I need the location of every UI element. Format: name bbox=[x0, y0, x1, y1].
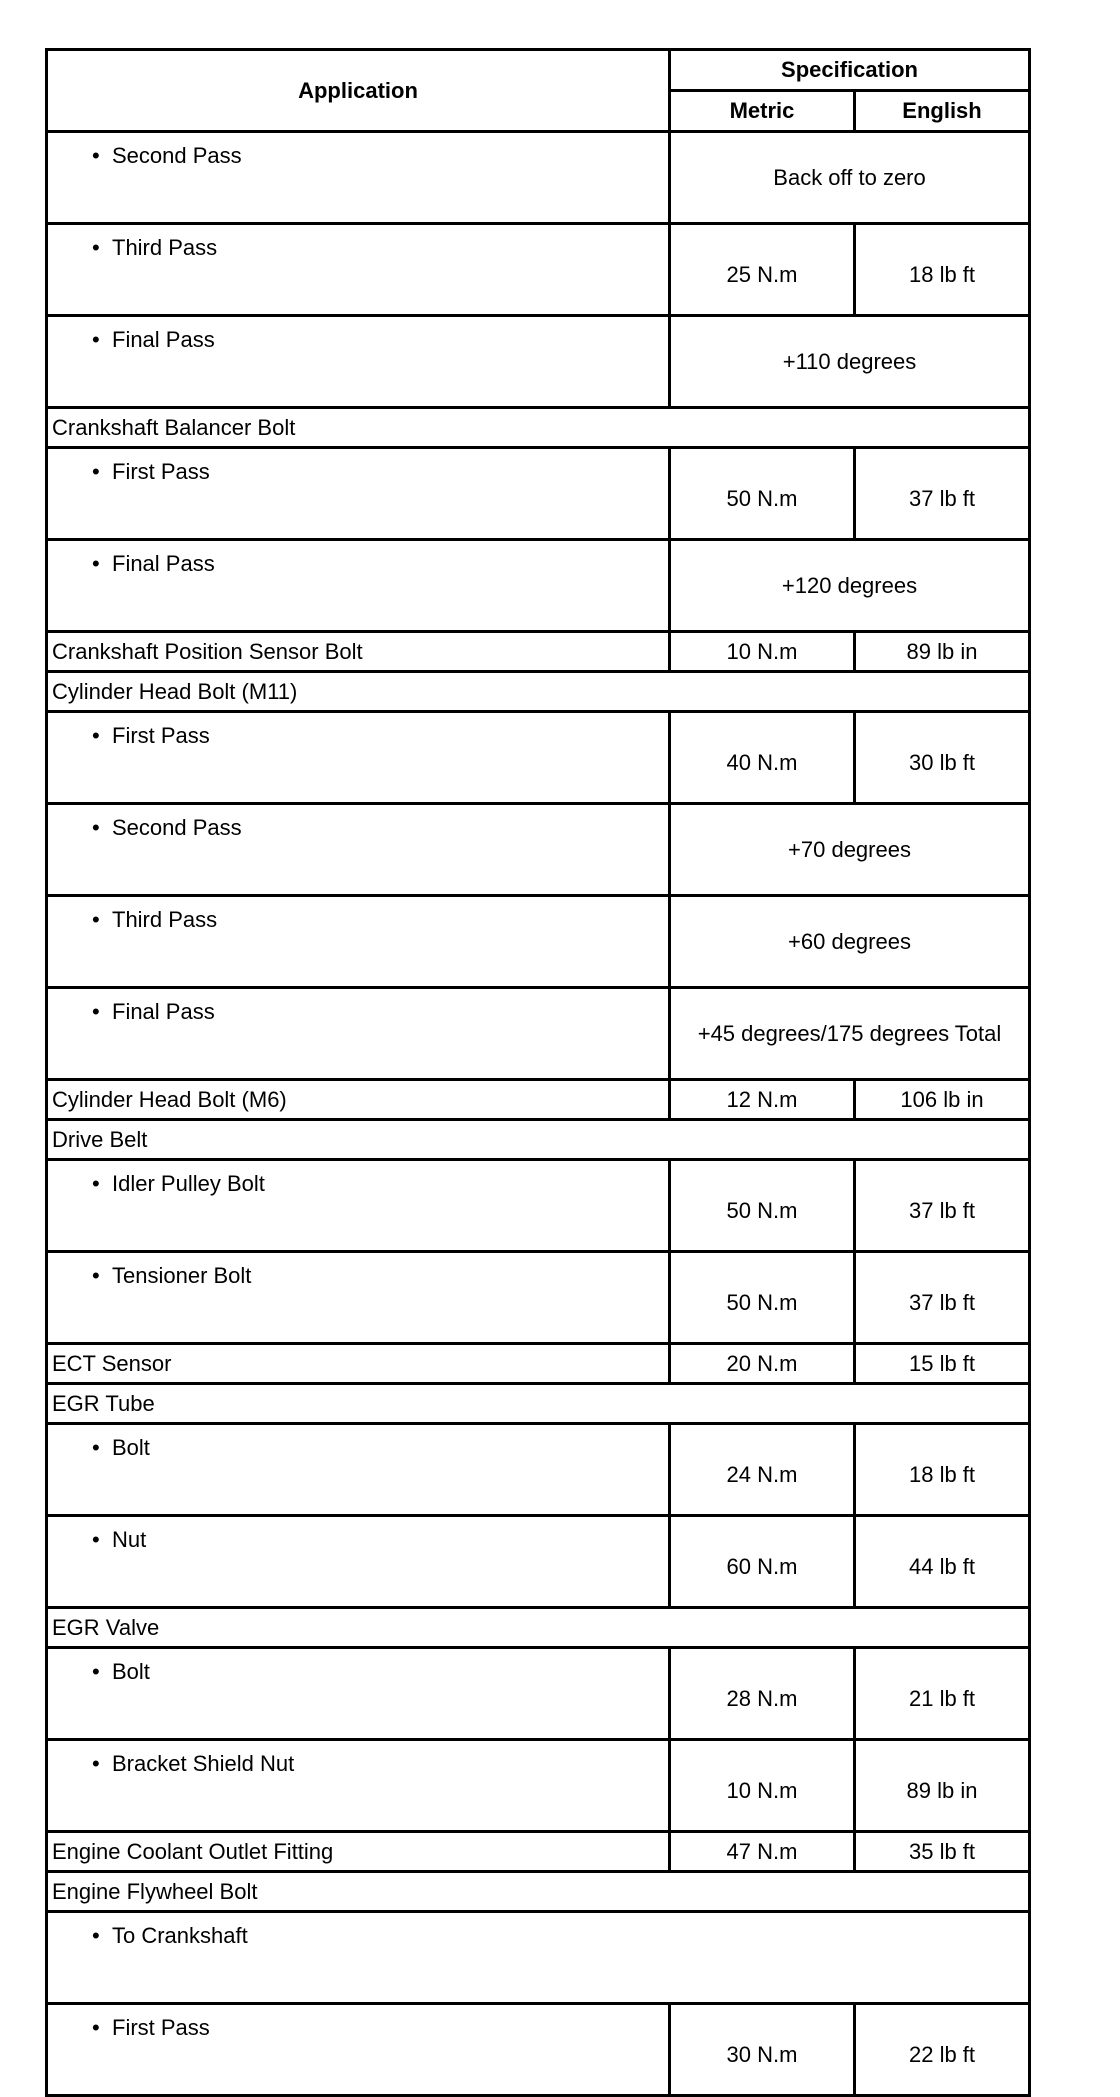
bullet-icon: • bbox=[92, 1263, 100, 1288]
metric-cell: 10 N.m bbox=[670, 1740, 855, 1832]
application-cell bbox=[47, 448, 670, 540]
metric-cell: 20 N.m bbox=[670, 1344, 855, 1384]
table-row bbox=[47, 804, 1030, 896]
group-label: Cylinder Head Bolt (M11) bbox=[47, 672, 1030, 712]
application-label: First Pass bbox=[112, 2015, 210, 2040]
table-row bbox=[47, 1424, 1030, 1516]
table-row bbox=[47, 408, 1030, 448]
torque-specification-table bbox=[45, 48, 1031, 2097]
table-row bbox=[47, 1160, 1030, 1252]
application-label: Bracket Shield Nut bbox=[112, 1751, 295, 1776]
application-cell: Cylinder Head Bolt (M6) bbox=[47, 1080, 670, 1120]
application-cell bbox=[47, 1740, 670, 1832]
application-cell: Crankshaft Position Sensor Bolt bbox=[47, 632, 670, 672]
metric-cell: 50 N.m bbox=[670, 1160, 855, 1252]
specification-header: Specification bbox=[670, 50, 1030, 91]
application-label: Bolt bbox=[112, 1659, 150, 1684]
table-row bbox=[47, 540, 1030, 632]
bullet-icon: • bbox=[92, 1751, 100, 1776]
application-cell: ECT Sensor bbox=[47, 1344, 670, 1384]
combined-spec-cell: +70 degrees bbox=[670, 804, 1030, 896]
combined-spec-cell: +120 degrees bbox=[670, 540, 1030, 632]
application-label: Second Pass bbox=[112, 815, 242, 840]
table-body bbox=[47, 132, 1030, 2096]
english-cell: 15 lb ft bbox=[855, 1344, 1030, 1384]
table-row bbox=[47, 1120, 1030, 1160]
bullet-icon: • bbox=[92, 815, 100, 840]
application-label: First Pass bbox=[112, 723, 210, 748]
group-label: Engine Flywheel Bolt bbox=[47, 1872, 1030, 1912]
application-cell bbox=[47, 712, 670, 804]
application-label: First Pass bbox=[112, 459, 210, 484]
metric-cell: 12 N.m bbox=[670, 1080, 855, 1120]
metric-cell: 25 N.m bbox=[670, 224, 855, 316]
table-row bbox=[47, 1080, 1030, 1120]
metric-cell: 24 N.m bbox=[670, 1424, 855, 1516]
application-label: Tensioner Bolt bbox=[112, 1263, 252, 1288]
metric-cell: 47 N.m bbox=[670, 1832, 855, 1872]
combined-spec-cell: Back off to zero bbox=[670, 132, 1030, 224]
table-row bbox=[47, 632, 1030, 672]
bullet-icon: • bbox=[92, 327, 100, 352]
application-cell bbox=[47, 1648, 670, 1740]
application-cell bbox=[47, 316, 670, 408]
application-cell bbox=[47, 804, 670, 896]
table-row bbox=[47, 1648, 1030, 1740]
application-cell bbox=[47, 1424, 670, 1516]
english-cell: 106 lb in bbox=[855, 1080, 1030, 1120]
bullet-icon: • bbox=[92, 143, 100, 168]
application-label: Final Pass bbox=[112, 999, 215, 1024]
bullet-icon: • bbox=[92, 2015, 100, 2040]
table-row bbox=[47, 672, 1030, 712]
table-row bbox=[47, 1608, 1030, 1648]
application-cell: Engine Coolant Outlet Fitting bbox=[47, 1832, 670, 1872]
application-cell bbox=[47, 896, 670, 988]
application-cell bbox=[47, 132, 670, 224]
english-cell: 37 lb ft bbox=[855, 1252, 1030, 1344]
table-row bbox=[47, 316, 1030, 408]
bullet-icon: • bbox=[92, 723, 100, 748]
application-cell bbox=[47, 1516, 670, 1608]
table-row bbox=[47, 448, 1030, 540]
bullet-icon: • bbox=[92, 1659, 100, 1684]
table-row bbox=[47, 1912, 1030, 2004]
table-row bbox=[47, 896, 1030, 988]
english-cell: 21 lb ft bbox=[855, 1648, 1030, 1740]
table-row bbox=[47, 1872, 1030, 1912]
application-cell bbox=[47, 1252, 670, 1344]
application-cell bbox=[47, 224, 670, 316]
metric-cell: 60 N.m bbox=[670, 1516, 855, 1608]
english-cell: 89 lb in bbox=[855, 1740, 1030, 1832]
combined-spec-cell: +60 degrees bbox=[670, 896, 1030, 988]
english-cell: 22 lb ft bbox=[855, 2004, 1030, 2096]
english-cell: 35 lb ft bbox=[855, 1832, 1030, 1872]
application-label: Final Pass bbox=[112, 551, 215, 576]
bullet-icon: • bbox=[92, 1923, 100, 1948]
application-cell bbox=[47, 1160, 670, 1252]
application-label: Final Pass bbox=[112, 327, 215, 352]
application-cell bbox=[47, 540, 670, 632]
group-label: Drive Belt bbox=[47, 1120, 1030, 1160]
table-row bbox=[47, 1384, 1030, 1424]
combined-spec-cell: +110 degrees bbox=[670, 316, 1030, 408]
group-label: Crankshaft Balancer Bolt bbox=[47, 408, 1030, 448]
application-label: Bolt bbox=[112, 1435, 150, 1460]
table-row bbox=[47, 224, 1030, 316]
bullet-icon: • bbox=[92, 999, 100, 1024]
bullet-icon: • bbox=[92, 235, 100, 260]
table-row bbox=[47, 1252, 1030, 1344]
english-header: English bbox=[855, 91, 1030, 132]
bullet-icon: • bbox=[92, 551, 100, 576]
bullet-icon: • bbox=[92, 907, 100, 932]
application-cell bbox=[47, 988, 670, 1080]
bullet-icon: • bbox=[92, 1435, 100, 1460]
bullet-icon: • bbox=[92, 1171, 100, 1196]
english-cell: 18 lb ft bbox=[855, 1424, 1030, 1516]
english-cell: 30 lb ft bbox=[855, 712, 1030, 804]
table-row bbox=[47, 712, 1030, 804]
metric-cell: 30 N.m bbox=[670, 2004, 855, 2096]
metric-header: Metric bbox=[670, 91, 855, 132]
metric-cell: 50 N.m bbox=[670, 448, 855, 540]
application-header: Application bbox=[47, 50, 670, 132]
table-row bbox=[47, 2004, 1030, 2096]
table-row bbox=[47, 1740, 1030, 1832]
english-cell: 18 lb ft bbox=[855, 224, 1030, 316]
application-label: Nut bbox=[112, 1527, 147, 1552]
table-row bbox=[47, 132, 1030, 224]
application-label: Second Pass bbox=[112, 143, 242, 168]
english-cell: 37 lb ft bbox=[855, 1160, 1030, 1252]
table-row bbox=[47, 1344, 1030, 1384]
combined-spec-cell: +45 degrees/175 degrees Total bbox=[670, 988, 1030, 1080]
metric-cell: 10 N.m bbox=[670, 632, 855, 672]
group-label: EGR Tube bbox=[47, 1384, 1030, 1424]
application-label: Third Pass bbox=[112, 907, 218, 932]
metric-cell: 40 N.m bbox=[670, 712, 855, 804]
english-cell: 89 lb in bbox=[855, 632, 1030, 672]
group-label: EGR Valve bbox=[47, 1608, 1030, 1648]
application-cell bbox=[47, 2004, 670, 2096]
application-label: Idler Pulley Bolt bbox=[112, 1171, 265, 1196]
application-label: To Crankshaft bbox=[112, 1923, 248, 1948]
bullet-icon: • bbox=[92, 459, 100, 484]
table-row bbox=[47, 1832, 1030, 1872]
table-row bbox=[47, 988, 1030, 1080]
application-cell bbox=[47, 1912, 1030, 2004]
english-cell: 44 lb ft bbox=[855, 1516, 1030, 1608]
application-label: Third Pass bbox=[112, 235, 218, 260]
metric-cell: 28 N.m bbox=[670, 1648, 855, 1740]
metric-cell: 50 N.m bbox=[670, 1252, 855, 1344]
english-cell: 37 lb ft bbox=[855, 448, 1030, 540]
bullet-icon: • bbox=[92, 1527, 100, 1552]
table-row bbox=[47, 1516, 1030, 1608]
